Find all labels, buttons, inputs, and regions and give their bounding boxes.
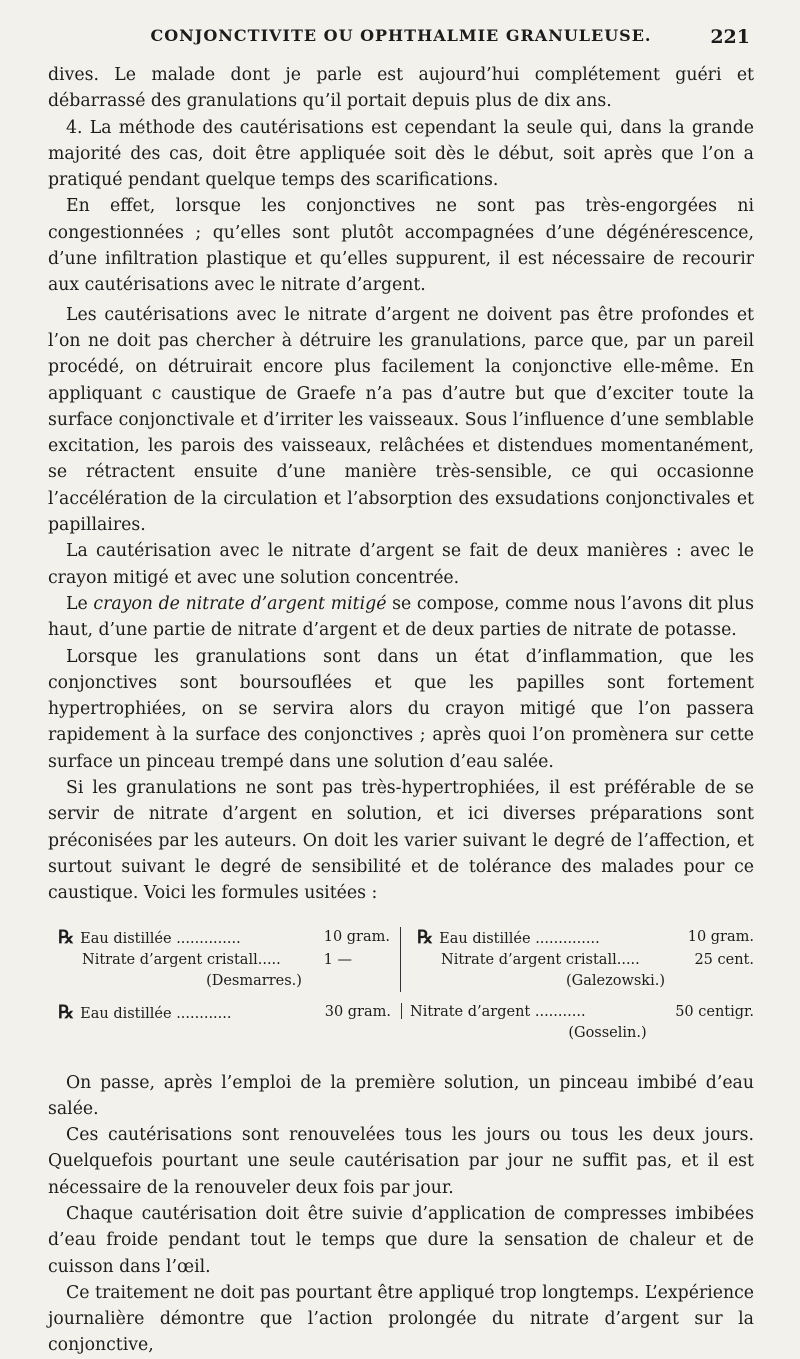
formula-quantity: 10 gram.: [323, 928, 390, 945]
formula-quantity: 10 gram.: [687, 928, 754, 945]
paragraph-6-italic: crayon de nitrate d’argent mitigé: [93, 593, 387, 614]
formula-line: [401, 1002, 754, 1023]
paragraph-6: [48, 591, 754, 644]
formula-separator: [401, 1003, 402, 1019]
paragraph-7: Lorsque les granulations sont dans un état d’inflammation, que les conjonctives sont boursouflées et que les papilles sont fortement hypertrophiées, on se servira alors du crayon mitigé que l’on passera rapidement à la surface des conjonctives ; après quoi l’on promènera sur cette surface un pinceau trempé dans une solution d’eau salée.: [48, 646, 754, 772]
formula-ingredient: Nitrate d’argent ...........: [410, 1003, 586, 1020]
formula-line: [58, 1002, 391, 1025]
formula-author: (Gosselin.): [568, 1024, 647, 1041]
formula-row-1: [48, 927, 754, 992]
paragraph-6-start: Le: [66, 593, 94, 614]
paragraph-10: Ces cautérisations sont renouvelées tous les jours ou tous les deux jours. Quelquefois pourtant une seule cautérisation par jour ne suffit pas, et il est nécessaire de la renouveler deux fois par jour.: [48, 1125, 754, 1198]
paragraph-12: Ce traitement ne doit pas pourtant être appliqué trop longtemps. L’expérience journalière démontre que l’action prolongée du nitrate d’argent sur la conjonctive,: [48, 1282, 754, 1356]
formula-galezowski: [401, 927, 754, 992]
recipe-symbol: ℞: [417, 926, 434, 948]
paragraph-3: En effet, lorsque les conjonctives ne sont pas très-engorgées ni congestionnées ; qu’elles sont plutôt accompagnées d’une dégénérescence, d’une infiltration plastique et qu’elles suppurent, il est nécessaire de recourir aux cautérisations avec le nitrate d’argent.: [48, 196, 754, 296]
formula-line: [417, 950, 754, 971]
recipe-symbol: ℞: [58, 1001, 75, 1023]
formula-author: (Galezowski.): [565, 972, 665, 989]
paragraph-5: La cautérisation avec le nitrate d’argent se fait de deux manières : avec le crayon mitigé et avec une solution concentrée.: [48, 541, 754, 588]
formulas-block: [48, 927, 754, 1044]
formula-ingredient: Eau distillée ..............: [439, 930, 600, 947]
page-header: [48, 26, 754, 62]
paragraph-1: dives. Le malade dont je parle est aujourd’hui complétement guéri et débarrassé des granulations qu’il portait depuis plus de dix ans.: [48, 65, 754, 112]
paragraph-11: Chaque cautérisation doit être suivie d’application de compresses imbibées d’eau froide pendant tout le temps que dure la sensation de chaleur et de cuisson dans l’œil.: [48, 1203, 754, 1277]
paragraph-6-end: se compose, comme nous l’avons dit plus haut, d’une partie de nitrate d’argent et de deux parties de nitrate de potasse.: [48, 593, 754, 641]
formula-desmarres: [48, 927, 401, 992]
formula-line: [417, 927, 754, 950]
recipe-symbol: ℞: [58, 926, 75, 948]
formula-quantity: 25 cent.: [694, 951, 754, 968]
page-number: 221: [710, 26, 750, 48]
formula-gosselin: [401, 1002, 754, 1044]
paragraph-2: 4. La méthode des cautérisations est cependant la seule qui, dans la grande majorité des cas, doit être appliquée soit dès le début, soit après que l’on a pratiqué pendant quelque temps des scarifications.: [48, 117, 754, 191]
formula-quantity: 1 —: [323, 951, 352, 968]
formula-eau-distillee: [48, 1002, 401, 1044]
formula-ingredient: Eau distillée ............: [80, 1005, 232, 1022]
formula-ingredient: Nitrate d’argent cristall.....: [441, 951, 640, 968]
paragraph-9: On passe, après l’emploi de la première solution, un pinceau imbibé d’eau salée.: [48, 1072, 754, 1119]
formula-line: [58, 950, 390, 971]
formula-row-2: [48, 1002, 754, 1044]
formula-quantity: 50 centigr.: [675, 1003, 754, 1020]
paragraph-4: Les cautérisations avec le nitrate d’argent ne doivent pas être profondes et l’on ne doit pas chercher à détruire les granulations, parce que, par un pareil procédé, on détruirait encore plus facilement la conjonctive elle-même. En appliquant c caustique de Graefe n’a pas d’autre but que d’exciter toute la surface conjonctivale et d’irriter les vaisseaux. Sous l’influence d’une semblable excitation, les parois des vaisseaux, relâchées et distendues momentanément, se rétractent ensuite d’une manière très-sensible, ce qui occasionne l’accélération de la circulation et l’absorption des exsudations conjonctivales et papillaires.: [48, 304, 754, 536]
running-title: CONJONCTIVITE OU OPHTHALMIE GRANULEUSE.: [150, 26, 652, 45]
formula-line: [58, 927, 390, 950]
formula-ingredient: Nitrate d’argent cristall.....: [82, 951, 281, 968]
paragraph-8: Si les granulations ne sont pas très-hypertrophiées, il est préférable de se servir de nitrate d’argent en solution, et ici diverses préparations sont préconisées par les auteurs. On doit les varier suivant le degré de l’affection, et surtout suivant le degré de sensibilité et de tolérance des malades pour ce caustique. Voici les formules usitées :: [48, 778, 754, 904]
formula-ingredient: Eau distillée ..............: [80, 930, 241, 947]
formula-author: (Desmarres.): [206, 972, 302, 989]
formula-quantity: 30 gram.: [324, 1003, 391, 1020]
